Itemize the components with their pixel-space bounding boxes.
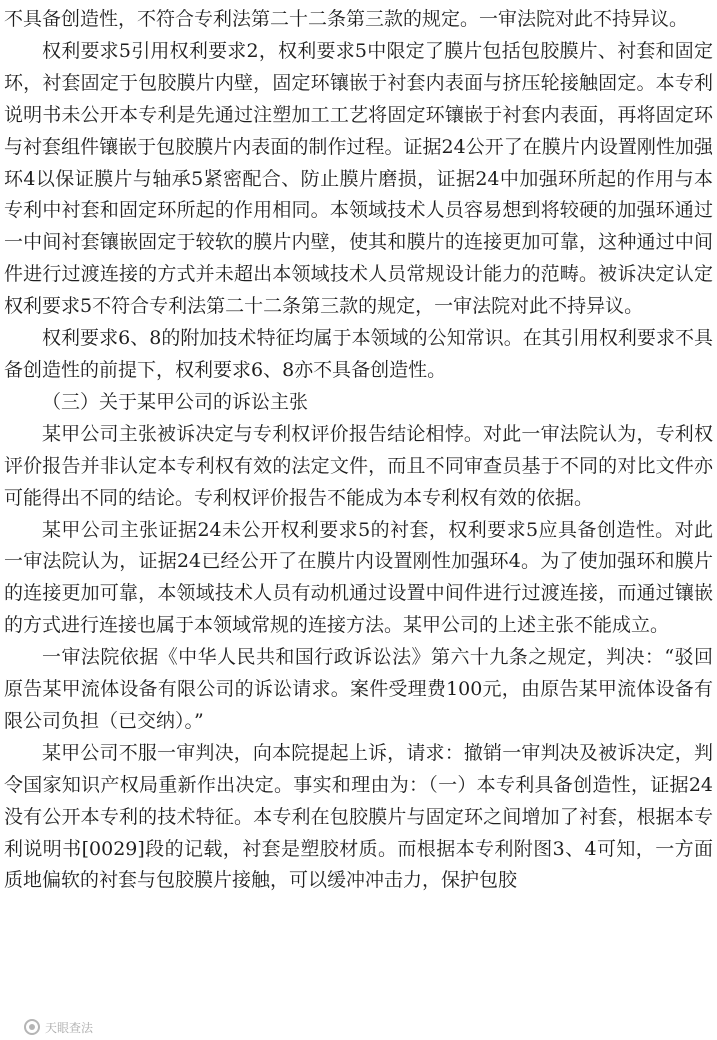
paragraph-claims-6-8: 权利要求6、8的附加技术特征均属于本领域的公知常识。在其引用权利要求不具备创造性的前提下，权利要求6、8亦不具备创造性。 <box>4 327 713 381</box>
watermark-text: 天眼查法 <box>45 1020 94 1035</box>
paragraph-evaluation-report: 某甲公司主张被诉决定与专利权评价报告结论相悖。对此一审法院认为，专利权评价报告并非认定本专利权有效的法定文件，而且不同审查员基于不同的对比文件亦可能得出不同的结论。专利权评价报告不能成为本专利权有效的依据。 <box>4 422 713 509</box>
paragraph-appeal: 某甲公司不服一审判决，向本院提起上诉，请求：撤销一审判决及被诉决定，判令国家知识产权局重新作出决定。事实和理由为：（一）本专利具备创造性，证据24没有公开本专利的技术特征。本专利在包胶膜片与固定环之间增加了衬套，根据本专利说明书[0029]段的记载，衬套是塑胶材质。而根据本专利附图3、4可知，一方面质地偏软的衬套与包胶膜片接触，可以缓冲冲击力，保护包胶 <box>4 741 713 892</box>
paragraph-bushing-claim: 某甲公司主张证据24未公开权利要求5的衬套，权利要求5应具备创造性。对此一审法院认为，证据24已经公开了在膜片内设置刚性加强环4。为了使加强环和膜片的连接更加可靠，本领域技术人员有动机通过设置中间件进行过渡连接，而通过镶嵌的方式进行连接也属于本领域常规的连接方法。某甲公司的上述主张不能成立。 <box>4 518 713 637</box>
paragraph-claim-5: 权利要求5引用权利要求2，权利要求5中限定了膜片包括包胶膜片、衬套和固定环，衬套固定于包胶膜片内壁，固定环镶嵌于衬套内表面与挤压轮接触固定。本专利说明书未公开本专利是先通过注塑加工工艺将固定环镶嵌于衬套内表面，再将固定环与衬套组件镶嵌于包胶膜片内表面的制作过程。证据24公开了在膜片内设置刚性加强环4以保证膜片与轴承5紧密配合、防止膜片磨损，证据24中加强环所起的作用与本专利中衬套和固定环所起的作用相同。本领域技术人员容易想到将较硬的加强环通过一中间衬套镶嵌固定于较软的膜片内壁，使其和膜片的连接更加可靠，这种通过中间件进行过渡连接的方式并未超出本领域技术人员常规设计能力的范畴。被诉决定认定权利要求5不符合专利法第二十二条第三款的规定，一审法院对此不持异议。 <box>4 39 713 318</box>
paragraph-first-instance-judgment: 一审法院依据《中华人民共和国行政诉讼法》第六十九条之规定，判决：“驳回原告某甲流体设备有限公司的诉讼请求。案件受理费100元，由原告某甲流体设备有限公司负担（已交纳）。” <box>4 646 713 732</box>
watermark <box>0 1014 130 1040</box>
logo-icon <box>24 1019 40 1035</box>
paragraph-continuation: 不具备创造性，不符合专利法第二十二条第三款的规定。一审法院对此不持异议。 <box>4 8 689 30</box>
section-heading: （三）关于某甲公司的诉讼主张 <box>42 390 309 413</box>
